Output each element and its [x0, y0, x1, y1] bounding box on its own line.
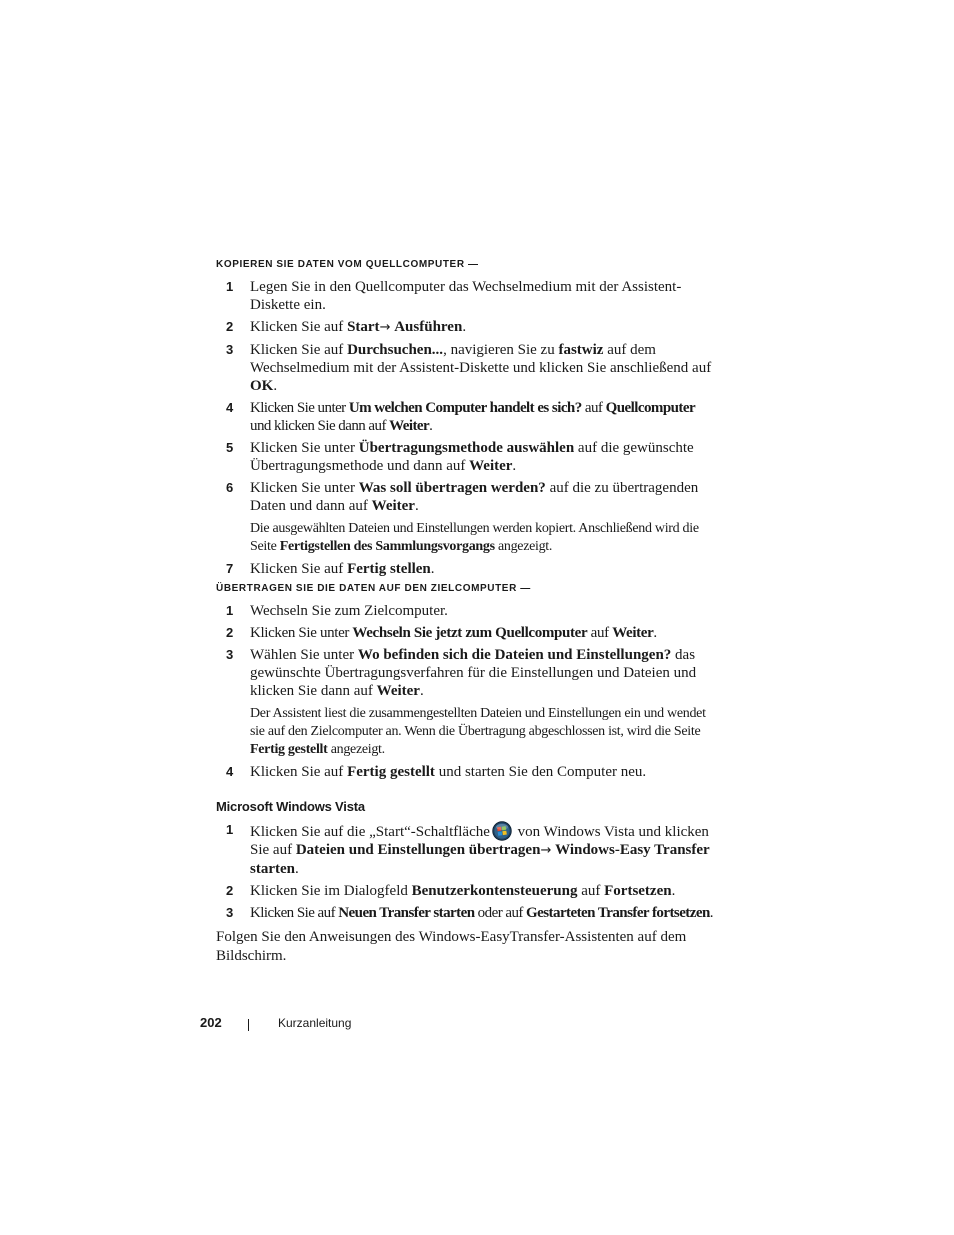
list-item: [216, 646, 716, 759]
step-note: Die ausgewählten Dateien und Einstellungen werden kopiert. Anschließend wird die Seite Fertigstellen des Sammlungsvorgangs angezeigt.: [250, 521, 699, 554]
step-text: Klicken Sie auf die „Start“-Schaltfläche von Windows Vista und klicken Sie auf Dateien und Einstellungen übertragen→ Windows-Easy Transfer starten.: [250, 821, 716, 878]
step-number: 3: [226, 905, 234, 920]
page-footer: [200, 1015, 600, 1033]
step-number: 2: [226, 319, 234, 334]
list-item: [216, 318, 716, 337]
section-heading-windows-vista: Microsoft Windows Vista: [216, 799, 365, 814]
page-content: [216, 258, 716, 966]
list-item: [216, 904, 716, 922]
step-number: 1: [226, 603, 234, 618]
step-number: 5: [226, 440, 234, 455]
step-number: 2: [226, 883, 234, 898]
copy-steps-list: [216, 278, 716, 578]
step-note: Der Assistent liest die zusammengestellten Dateien und Einstellungen ein und wendet sie auf den Zielcomputer an. Wenn die Übertragung abgeschlossen ist, wird die Seite Fertig gestellt angezeigt.: [250, 706, 706, 757]
list-item: [216, 763, 716, 781]
step-number: 1: [226, 279, 234, 294]
step-text: Klicken Sie unter Übertragungsmethode auswählen auf die gewünschte Übertragungsmethode und dann auf Weiter.: [250, 440, 694, 474]
list-item: [216, 439, 716, 475]
step-number: 4: [226, 400, 234, 415]
list-item: [216, 479, 716, 556]
step-number: 6: [226, 480, 234, 495]
footer-title: Kurzanleitung: [278, 1016, 352, 1030]
transfer-steps-list: [216, 602, 716, 781]
step-number: 3: [226, 647, 234, 662]
list-item: [216, 278, 716, 314]
step-number: 4: [226, 764, 234, 779]
step-text: Klicken Sie im Dialogfeld Benutzerkontensteuerung auf Fortsetzen.: [250, 883, 676, 899]
step-text: Klicken Sie unter Wechseln Sie jetzt zum Quellcomputer auf Weiter.: [250, 625, 657, 641]
list-item: [216, 624, 716, 642]
step-text: Wechseln Sie zum Zielcomputer.: [250, 603, 448, 619]
list-item: [216, 560, 716, 578]
closing-paragraph: Folgen Sie den Anweisungen des Windows-EasyTransfer-Assistenten auf dem Bildschirm.: [216, 929, 687, 964]
list-item: [216, 399, 716, 435]
list-item: [216, 341, 716, 395]
step-text: Klicken Sie auf Start→ Ausführen.: [250, 319, 467, 335]
step-text: Klicken Sie auf Fertig gestellt und starten Sie den Computer neu.: [250, 764, 647, 780]
step-number: 7: [226, 561, 234, 576]
vista-steps-list: [216, 821, 716, 922]
footer-divider: [248, 1019, 249, 1031]
step-number: 3: [226, 342, 234, 357]
windows-vista-start-orb-icon: [492, 821, 512, 841]
page-number: 202: [200, 1015, 222, 1030]
step-text: Klicken Sie unter Was soll übertragen werden? auf die zu übertragenden Daten und dann auf Weiter.: [250, 480, 699, 514]
section-heading-transfer-data: ÜBERTRAGEN SIE DIE DATEN AUF DEN ZIELCOMPUTER —: [216, 583, 531, 594]
step-text: Klicken Sie unter Um welchen Computer handelt es sich? auf Quellcomputer und klicken Sie dann auf Weiter.: [250, 400, 696, 434]
list-item: [216, 821, 716, 878]
step-number: 2: [226, 625, 234, 640]
step-text: Klicken Sie auf Durchsuchen..., navigieren Sie zu fastwiz auf dem Wechselmedium mit der Assistent-Diskette und klicken Sie anschließend auf OK.: [250, 342, 712, 394]
list-item: [216, 882, 716, 900]
step-text: Legen Sie in den Quellcomputer das Wechselmedium mit der Assistent-Diskette ein.: [250, 279, 682, 313]
step-number: 1: [226, 822, 234, 837]
list-item: [216, 602, 716, 620]
step-text: Klicken Sie auf Neuen Transfer starten oder auf Gestarteten Transfer fortsetzen.: [250, 905, 713, 921]
step-text: Wählen Sie unter Wo befinden sich die Dateien und Einstellungen? das gewünschte Übertragungsverfahren für die Einstellungen und Dateien und klicken Sie dann auf Weiter.: [250, 647, 697, 699]
section-heading-copy-data: KOPIEREN SIE DATEN VOM QUELLCOMPUTER —: [216, 259, 479, 270]
step-text: Klicken Sie auf Fertig stellen.: [250, 561, 435, 577]
